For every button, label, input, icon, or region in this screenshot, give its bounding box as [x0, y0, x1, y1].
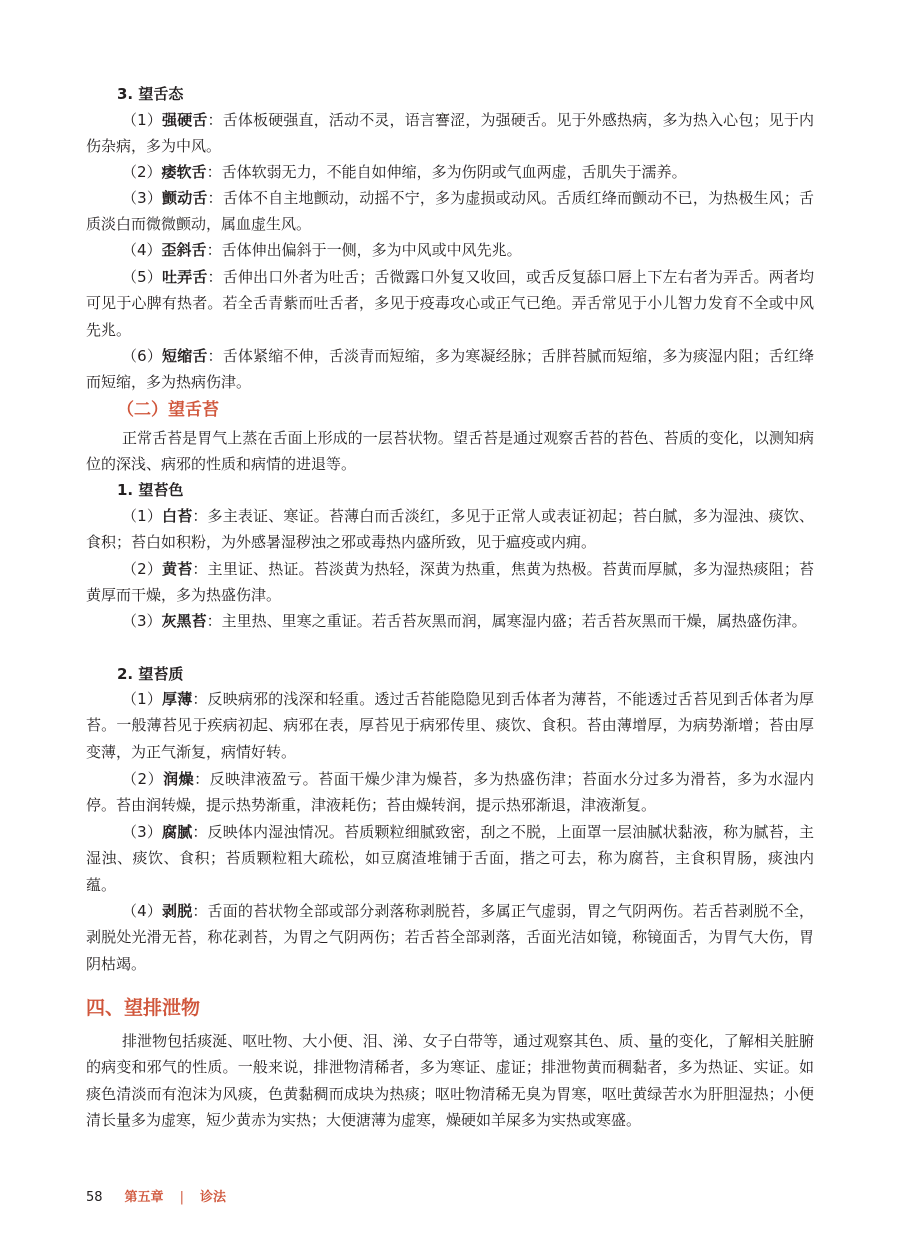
paragraph-moist-dry [86, 766, 814, 819]
subheading-tongue-state: 3. 望舌态 [117, 85, 184, 103]
item-number: （2） [122, 163, 162, 181]
subheading-coating-quality: 2. 望苔质 [117, 665, 184, 683]
paragraph-excreta: 排泄物包括痰涎、呕吐物、大小便、泪、涕、女子白带等，通过观察其色、质、量的变化，了解相关脏腑的病变和邪气的性质。一般来说，排泄物清稀者，多为寒证、虚证；排泄物黄而稠黏者，多为热证、实证。如痰色清淡而有泡沫为风痰，色黄黏稠而成块为热痰；呕吐物清稀无臭为胃寒，呕吐黄绿苦水为肝胆湿热；小便清长量多为虚寒，短少黄赤为实热；大便溏薄为虚寒，燥硬如羊屎多为实热或寒盛。 [86, 1032, 814, 1130]
page-number: 58 [86, 1190, 103, 1205]
paragraph-flaccid-tongue [86, 159, 814, 185]
page-footer [86, 1188, 226, 1208]
item-number: （6） [122, 347, 163, 365]
paragraph-shortened-tongue [86, 343, 814, 396]
item-number: （1） [122, 111, 163, 129]
item-text: ：舌体板硬强直，活动不灵，语言謇涩，为强硬舌。见于外感热病，多为热入心包；见于内伤杂病，多为中风。 [86, 111, 814, 156]
term-gray-black-coating: 灰黑苔 [161, 612, 207, 630]
term-trembling-tongue: 颤动舌 [162, 189, 208, 207]
item-text: ：多主表证、寒证。苔薄白而舌淡红，多见于正常人或表证初起；苔白腻，多为湿浊、痰饮、食积；苔白如积粉，为外感暑湿秽浊之邪或毒热内盛所致，见于瘟疫或内痈。 [86, 507, 814, 552]
term-white-coating: 白苔 [162, 507, 193, 525]
item-text: ：舌体软弱无力，不能自如伸缩，多为伤阴或气血两虚，舌肌失于濡养。 [206, 163, 687, 181]
footer-separator: | [179, 1190, 184, 1205]
item-text: ：舌体伸出偏斜于一侧，多为中风或中风先兆。 [206, 241, 522, 259]
term-curdy-greasy: 腐腻 [162, 823, 193, 841]
paragraph-white-coating [86, 503, 814, 556]
paragraph-curdy-greasy [86, 819, 814, 898]
term-shortened-tongue: 短缩舌 [162, 347, 208, 365]
paragraph-deviated-tongue [86, 237, 814, 263]
term-stiff-tongue: 强硬舌 [162, 111, 208, 129]
paragraph-protruding-tongue [86, 264, 814, 343]
paragraph-trembling-tongue [86, 185, 814, 238]
section-heading-excreta: 四、望排泄物 [86, 997, 201, 1019]
term-thick-thin: 厚薄 [162, 690, 193, 708]
term-yellow-coating: 黄苔 [162, 560, 193, 578]
item-number: （3） [122, 823, 163, 841]
item-text: ：反映病邪的浅深和轻重。透过舌苔能隐隐见到舌体者为薄苔，不能透过舌苔见到舌体者为厚苔。一般薄苔见于疾病初起、病邪在表，厚苔见于病邪传里、痰饮、食积。苔由薄增厚，为病势渐增；苔由厚变薄，为正气渐复，病情好转。 [86, 690, 814, 761]
term-flaccid-tongue: 痿软舌 [161, 163, 207, 181]
item-number: （1） [122, 507, 163, 525]
section-heading-tongue-coating: （二）望舌苔 [117, 400, 219, 420]
paragraph-gray-black-coating [86, 608, 814, 634]
paragraph-coating-intro: 正常舌苔是胃气上蒸在舌面上形成的一层苔状物。望舌苔是通过观察舌苔的苔色、苔质的变化，以测知病位的深浅、病邪的性质和病情的进退等。 [86, 429, 814, 474]
item-text: ：舌伸出口外者为吐舌；舌微露口外复又收回，或舌反复舔口唇上下左右者为弄舌。两者均可见于心脾有热者。若全舌青紫而吐舌者，多见于疫毒攻心或正气已绝。弄舌常见于小儿智力发育不全或中风先兆。 [86, 268, 814, 339]
item-number: （3） [122, 612, 162, 630]
paragraph-thick-thin [86, 686, 814, 765]
item-text: ：舌体紧缩不伸，舌淡青而短缩，多为寒凝经脉；舌胖苔腻而短缩，多为痰湿内阻；舌红绛而短缩，多为热病伤津。 [86, 347, 814, 392]
paragraph-yellow-coating [86, 556, 814, 609]
item-number: （2） [122, 770, 164, 788]
item-number: （2） [122, 560, 163, 578]
term-moist-dry: 润燥 [163, 770, 195, 788]
item-text: ：主里证、热证。苔淡黄为热轻，深黄为热重，焦黄为热极。苔黄而厚腻，多为湿热痰阻；苔黄厚而干燥，多为热盛伤津。 [86, 560, 814, 605]
item-text: ：反映津液盈亏。苔面干燥少津为燥苔，多为热盛伤津；苔面水分过多为滑苔，多为水湿内停。苔由润转燥，提示热势渐重，津液耗伤；苔由燥转润，提示热邪渐退，津液渐复。 [86, 770, 814, 815]
item-text: ：主里热、里寒之重证。若舌苔灰黑而润，属寒湿内盛；若舌苔灰黑而干燥，属热盛伤津。 [206, 612, 807, 630]
item-number: （4） [122, 241, 162, 259]
paragraph-peeled [86, 898, 814, 977]
term-peeled: 剥脱 [162, 902, 193, 920]
item-text: ：舌体不自主地颤动，动摇不宁，多为虚损或动风。舌质红绛而颤动不已，为热极生风；舌质淡白而微微颤动，属血虚生风。 [86, 189, 814, 234]
item-text: ：反映体内湿浊情况。苔质颗粒细腻致密，刮之不脱，上面罩一层油腻状黏液，称为腻苔，主湿浊、痰饮、食积；苔质颗粒粗大疏松，如豆腐渣堆铺于舌面，揩之可去，称为腐苔，主食积胃肠，痰浊内蕴。 [86, 823, 814, 894]
item-number: （5） [122, 268, 163, 286]
term-protruding-tongue: 吐弄舌 [162, 268, 208, 286]
item-number: （4） [122, 902, 163, 920]
subheading-coating-color: 1. 望苔色 [117, 481, 184, 499]
paragraph-stiff-tongue [86, 107, 814, 160]
item-number: （3） [122, 189, 163, 207]
chapter-topic: 诊法 [199, 1190, 226, 1205]
item-number: （1） [122, 690, 163, 708]
item-text: ：舌面的苔状物全部或部分剥落称剥脱苔，多属正气虚弱，胃之气阴两伤。若舌苔剥脱不全，剥脱处光滑无苔，称花剥苔，为胃之气阴两伤；若舌苔全部剥落，舌面光洁如镜，称镜面舌，为胃气大伤，胃阴枯竭。 [86, 902, 814, 973]
term-deviated-tongue: 歪斜舌 [161, 241, 207, 259]
chapter-label: 第五章 [124, 1190, 164, 1205]
